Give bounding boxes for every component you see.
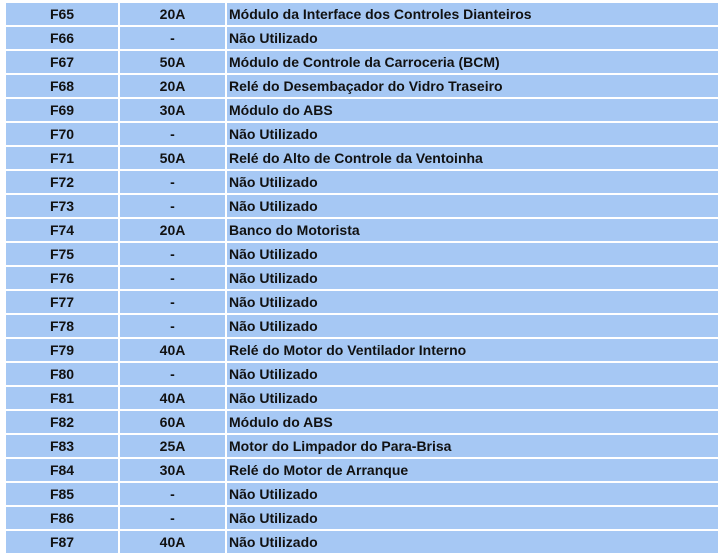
description-cell: Não Utilizado <box>227 531 718 553</box>
table-row <box>6 3 718 25</box>
table-row <box>6 123 718 145</box>
amperage-cell: 40A <box>120 339 225 361</box>
fuse-table <box>4 1 720 555</box>
description-cell: Não Utilizado <box>227 123 718 145</box>
fuse-id-cell: F65 <box>6 3 118 25</box>
fuse-id-cell: F83 <box>6 435 118 457</box>
amperage-cell: - <box>120 315 225 337</box>
amperage-cell: - <box>120 291 225 313</box>
fuse-id-cell: F67 <box>6 51 118 73</box>
fuse-id-cell: F80 <box>6 363 118 385</box>
fuse-id-cell: F70 <box>6 123 118 145</box>
fuse-table-body <box>6 3 718 553</box>
description-cell: Não Utilizado <box>227 363 718 385</box>
table-row <box>6 291 718 313</box>
amperage-cell: - <box>120 507 225 529</box>
description-cell: Não Utilizado <box>227 315 718 337</box>
description-cell: Módulo de Controle da Carroceria (BCM) <box>227 51 718 73</box>
description-cell: Não Utilizado <box>227 507 718 529</box>
amperage-cell: 60A <box>120 411 225 433</box>
table-row <box>6 435 718 457</box>
table-row <box>6 195 718 217</box>
fuse-id-cell: F82 <box>6 411 118 433</box>
table-row <box>6 219 718 241</box>
fuse-id-cell: F81 <box>6 387 118 409</box>
description-cell: Relé do Motor de Arranque <box>227 459 718 481</box>
description-cell: Módulo do ABS <box>227 411 718 433</box>
description-cell: Não Utilizado <box>227 483 718 505</box>
fuse-id-cell: F69 <box>6 99 118 121</box>
amperage-cell: - <box>120 483 225 505</box>
description-cell: Não Utilizado <box>227 291 718 313</box>
amperage-cell: 25A <box>120 435 225 457</box>
fuse-id-cell: F71 <box>6 147 118 169</box>
amperage-cell: 50A <box>120 51 225 73</box>
amperage-cell: - <box>120 363 225 385</box>
description-cell: Não Utilizado <box>227 195 718 217</box>
description-cell: Não Utilizado <box>227 267 718 289</box>
table-row <box>6 243 718 265</box>
amperage-cell: - <box>120 123 225 145</box>
amperage-cell: - <box>120 267 225 289</box>
fuse-id-cell: F73 <box>6 195 118 217</box>
description-cell: Relé do Desembaçador do Vidro Traseiro <box>227 75 718 97</box>
amperage-cell: - <box>120 195 225 217</box>
fuse-id-cell: F72 <box>6 171 118 193</box>
description-cell: Não Utilizado <box>227 27 718 49</box>
fuse-id-cell: F79 <box>6 339 118 361</box>
fuse-id-cell: F78 <box>6 315 118 337</box>
amperage-cell: - <box>120 27 225 49</box>
table-row <box>6 411 718 433</box>
table-row <box>6 363 718 385</box>
description-cell: Módulo do ABS <box>227 99 718 121</box>
fuse-id-cell: F87 <box>6 531 118 553</box>
table-row <box>6 507 718 529</box>
description-cell: Relé do Motor do Ventilador Interno <box>227 339 718 361</box>
fuse-id-cell: F76 <box>6 267 118 289</box>
table-row <box>6 171 718 193</box>
amperage-cell: - <box>120 243 225 265</box>
fuse-id-cell: F84 <box>6 459 118 481</box>
fuse-id-cell: F68 <box>6 75 118 97</box>
table-row <box>6 75 718 97</box>
table-row <box>6 315 718 337</box>
table-row <box>6 267 718 289</box>
table-row <box>6 459 718 481</box>
table-row <box>6 387 718 409</box>
amperage-cell: - <box>120 171 225 193</box>
table-row <box>6 99 718 121</box>
amperage-cell: 20A <box>120 75 225 97</box>
amperage-cell: 40A <box>120 387 225 409</box>
description-cell: Não Utilizado <box>227 387 718 409</box>
description-cell: Não Utilizado <box>227 243 718 265</box>
table-row <box>6 51 718 73</box>
fuse-id-cell: F85 <box>6 483 118 505</box>
table-row <box>6 339 718 361</box>
fuse-id-cell: F75 <box>6 243 118 265</box>
amperage-cell: 30A <box>120 99 225 121</box>
fuse-id-cell: F66 <box>6 27 118 49</box>
fuse-id-cell: F86 <box>6 507 118 529</box>
amperage-cell: 20A <box>120 3 225 25</box>
amperage-cell: 40A <box>120 531 225 553</box>
table-row <box>6 27 718 49</box>
fuse-id-cell: F74 <box>6 219 118 241</box>
amperage-cell: 20A <box>120 219 225 241</box>
description-cell: Banco do Motorista <box>227 219 718 241</box>
table-row <box>6 483 718 505</box>
table-row <box>6 531 718 553</box>
table-row <box>6 147 718 169</box>
amperage-cell: 30A <box>120 459 225 481</box>
description-cell: Motor do Limpador do Para-Brisa <box>227 435 718 457</box>
fuse-id-cell: F77 <box>6 291 118 313</box>
description-cell: Módulo da Interface dos Controles Dianteiros <box>227 3 718 25</box>
amperage-cell: 50A <box>120 147 225 169</box>
description-cell: Relé do Alto de Controle da Ventoinha <box>227 147 718 169</box>
description-cell: Não Utilizado <box>227 171 718 193</box>
